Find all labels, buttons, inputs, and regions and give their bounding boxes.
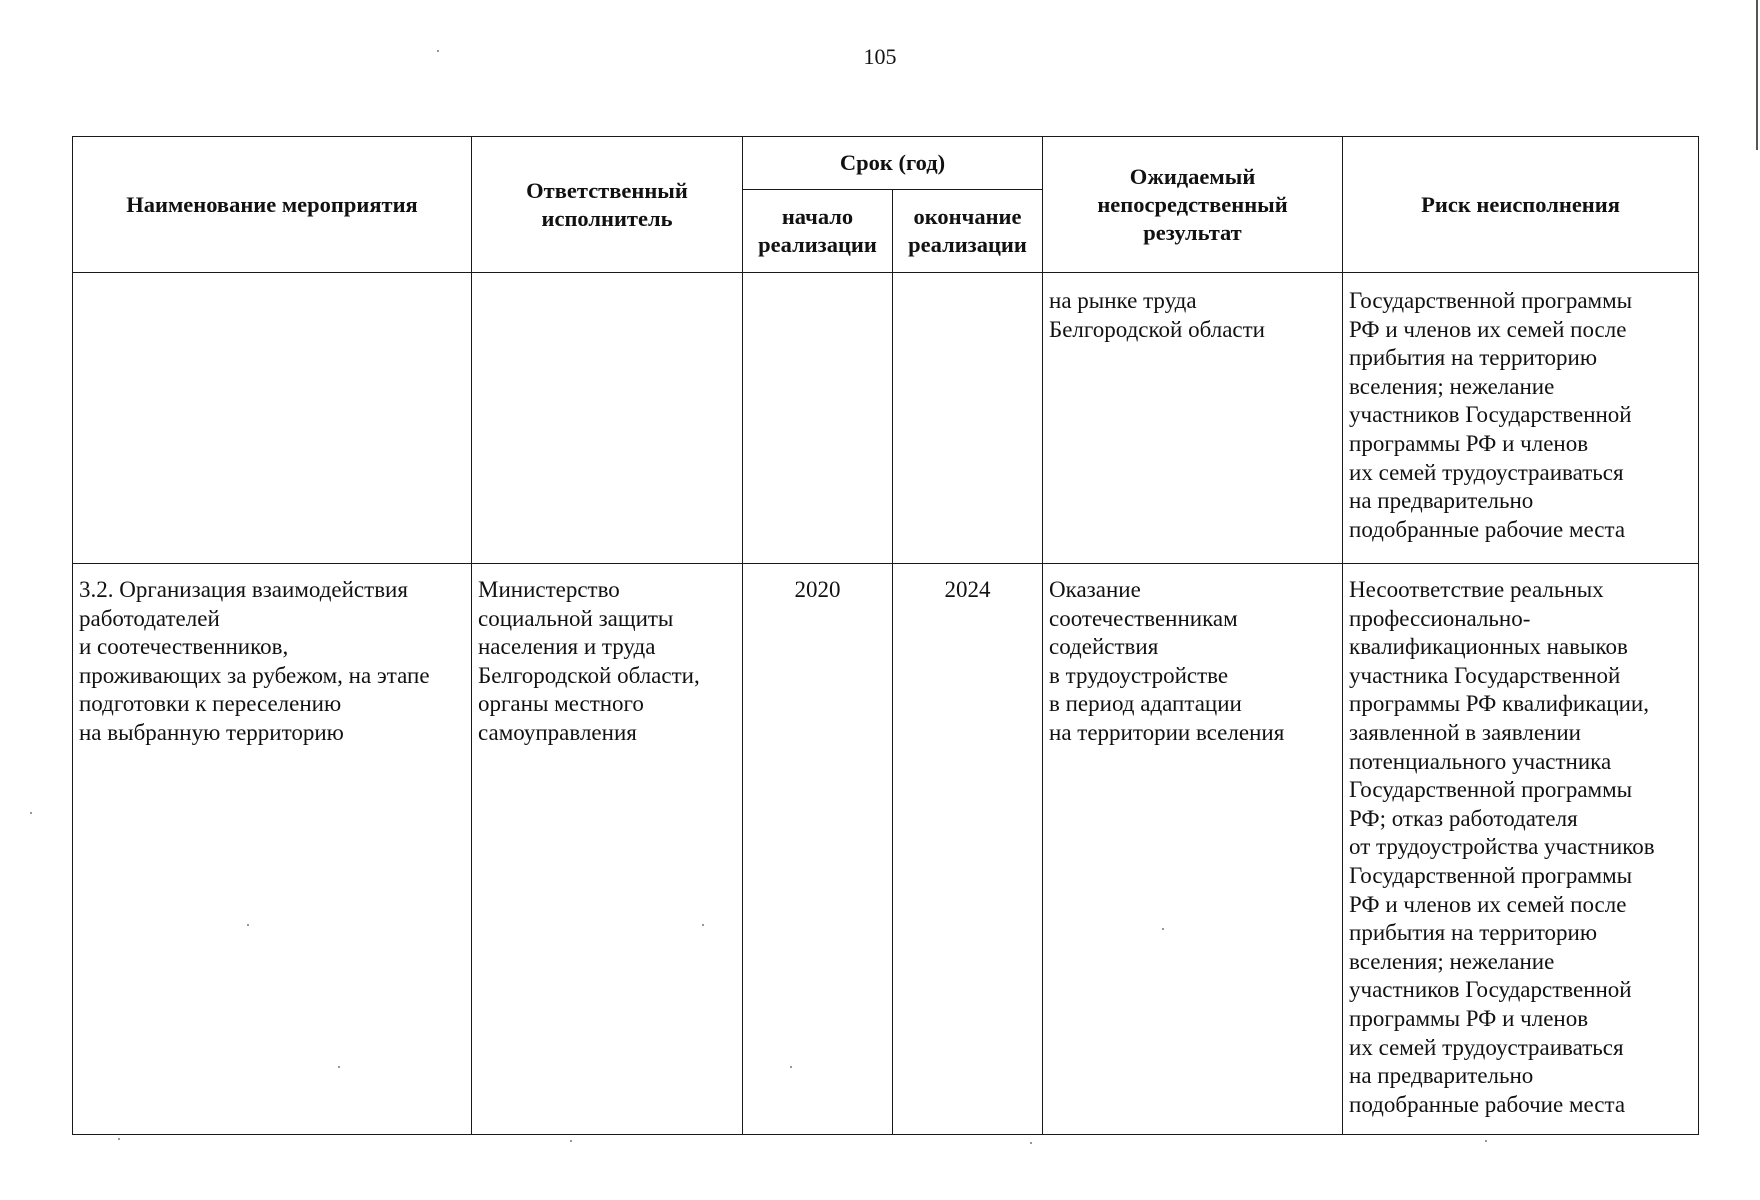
cell-responsible — [472, 564, 743, 1135]
cell-line: органы местного — [478, 691, 644, 717]
cell-line: прибытия на территорию — [1349, 920, 1598, 946]
cell-line: Белгородской области, — [478, 662, 700, 688]
cell-line: Белгородской области — [1049, 316, 1265, 342]
page-number: 105 — [863, 44, 897, 69]
scan-edge-mark — [1756, 0, 1758, 150]
scan-speck — [437, 50, 439, 52]
cell-result — [1043, 273, 1343, 564]
cell-start: 2020 — [743, 564, 893, 1135]
scan-speck — [570, 1140, 572, 1142]
header-risk: Риск неисполнения — [1343, 137, 1699, 273]
cell-line: Государственной программы — [1349, 862, 1633, 888]
cell-line: подобранные рабочие места — [1349, 516, 1626, 542]
table-row — [73, 564, 1699, 1135]
cell-line: в трудоустройстве — [1049, 662, 1229, 688]
cell-line: Государственной программы — [1349, 288, 1633, 313]
cell-line: населения и труда — [478, 634, 656, 660]
scan-speck — [1162, 928, 1164, 930]
cell-line: Оказание — [1049, 577, 1141, 602]
cell-line: подобранные рабочие места — [1349, 1091, 1626, 1117]
header-name: Наименование мероприятия — [73, 137, 472, 273]
cell-risk — [1343, 564, 1699, 1135]
cell-line: Несоответствие реальных — [1349, 577, 1604, 602]
header-row-top — [73, 137, 1699, 190]
cell-line: квалификационных навыков — [1349, 634, 1628, 660]
cell-risk — [1343, 273, 1699, 564]
cell-line: Министерство — [478, 577, 620, 602]
cell-line: их семей трудоустраиваться — [1349, 459, 1624, 485]
cell-line: участников Государственной — [1349, 402, 1632, 428]
cell-line: самоуправления — [478, 719, 637, 745]
cell-line: РФ и членов их семей после — [1349, 316, 1627, 342]
cell-line: на выбранную территорию — [79, 719, 344, 745]
header-result: Ожидаемый непосредственный результат — [1043, 137, 1343, 273]
cell-name — [73, 273, 472, 564]
scan-speck — [30, 812, 32, 814]
scan-speck — [247, 924, 249, 926]
cell-line: прибытия на территорию — [1349, 345, 1598, 371]
cell-line: участников Государственной — [1349, 977, 1632, 1003]
cell-line: 3.2. Организация взаимодействия — [79, 577, 408, 602]
cell-line: подготовки к переселению — [79, 691, 342, 717]
scan-speck — [702, 924, 704, 926]
cell-line: на территории вселения — [1049, 719, 1285, 745]
cell-result — [1043, 564, 1343, 1135]
cell-line: на предварительно — [1349, 1063, 1534, 1089]
cell-line: содействия — [1049, 634, 1159, 660]
cell-line: вселения; нежелание — [1349, 948, 1555, 974]
cell-line: их семей трудоустраиваться — [1349, 1034, 1624, 1060]
cell-line: РФ; отказ работодателя — [1349, 805, 1578, 831]
scan-speck — [338, 1066, 340, 1068]
cell-line: программы РФ и членов — [1349, 1005, 1589, 1031]
cell-start — [743, 273, 893, 564]
cell-line: проживающих за рубежом, на этапе — [79, 662, 430, 688]
header-term-group: Срок (год) — [743, 137, 1043, 190]
activity-table — [72, 136, 1699, 1135]
cell-line: социальной защиты — [478, 605, 674, 631]
cell-line: заявленной в заявлении — [1349, 719, 1581, 745]
scan-speck — [790, 1066, 792, 1068]
cell-line: программы РФ квалификации, — [1349, 691, 1649, 717]
cell-line: вселения; нежелание — [1349, 373, 1555, 399]
scan-speck — [1485, 1140, 1487, 1142]
cell-line: потенциального участника — [1349, 748, 1612, 774]
cell-line: в период адаптации — [1049, 691, 1242, 717]
cell-line: и соотечественников, — [79, 634, 289, 660]
cell-responsible — [472, 273, 743, 564]
cell-line: на предварительно — [1349, 488, 1534, 514]
header-end: окончание реализации — [893, 190, 1043, 273]
header-start: начало реализации — [743, 190, 893, 273]
cell-name — [73, 564, 472, 1135]
cell-line: работодателей — [79, 605, 220, 631]
cell-line: профессионально- — [1349, 605, 1531, 631]
cell-line: Государственной программы — [1349, 777, 1633, 803]
scan-speck — [118, 1138, 120, 1140]
cell-end — [893, 273, 1043, 564]
cell-line: участника Государственной — [1349, 662, 1621, 688]
cell-line: РФ и членов их семей после — [1349, 891, 1627, 917]
cell-line: от трудоустройства участников — [1349, 834, 1655, 860]
header-responsible: Ответственный исполнитель — [472, 137, 743, 273]
cell-line: на рынке труда — [1049, 288, 1197, 313]
scan-speck — [1030, 1142, 1032, 1144]
cell-line: соотечественникам — [1049, 605, 1238, 631]
cell-end: 2024 — [893, 564, 1043, 1135]
cell-line: программы РФ и членов — [1349, 430, 1589, 456]
table-row — [73, 273, 1699, 564]
